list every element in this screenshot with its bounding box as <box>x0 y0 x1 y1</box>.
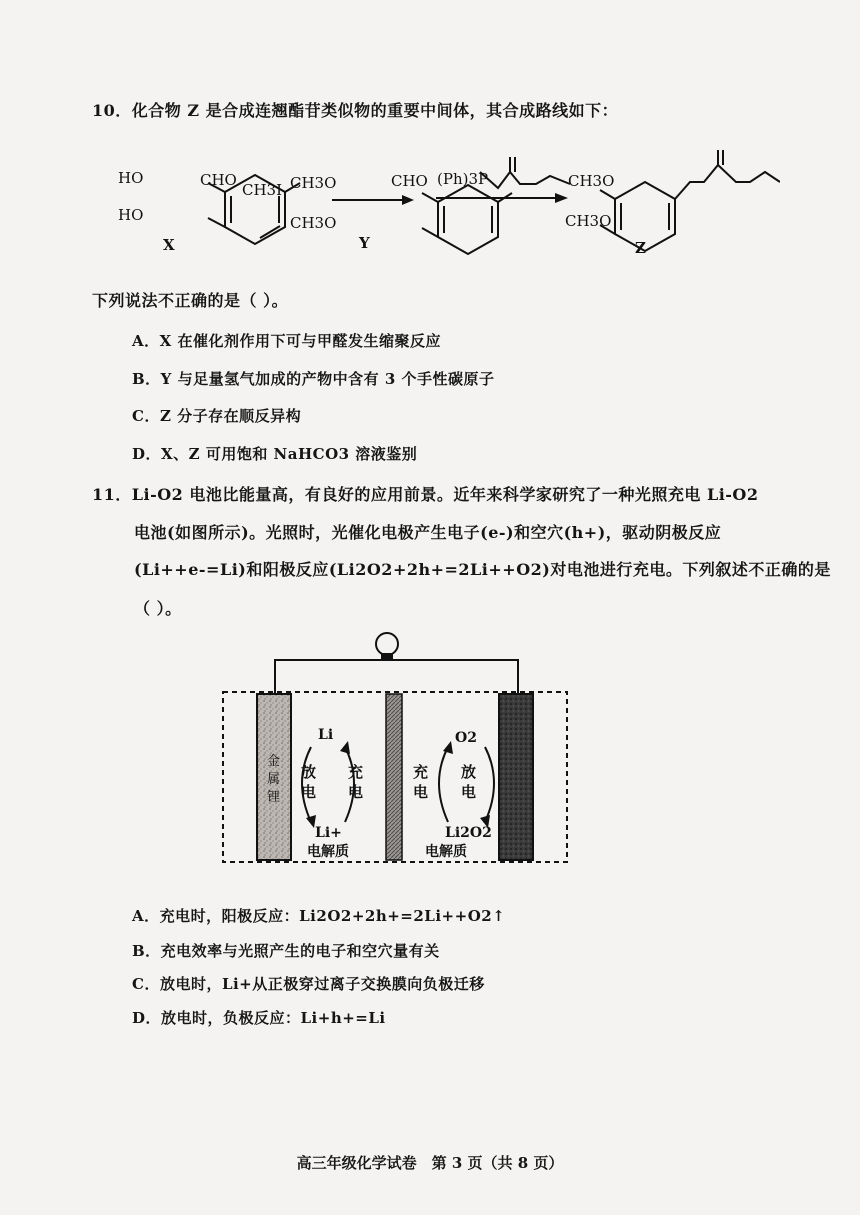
q11-option-a: A．充电时，阳极反应：Li2O2+2h+=2Li++O2↑ <box>132 907 506 925</box>
q11-stem-line-4: （ ）。 <box>134 599 182 618</box>
q10-synthesis-scheme <box>100 140 780 270</box>
right-top-species: O2 <box>455 730 477 746</box>
photocatalytic-electrode <box>499 694 533 860</box>
y-benzene-ring <box>438 185 498 254</box>
x-label: X <box>163 236 175 254</box>
q11-stem-line-3: (Li++e-=Li)和阳极反应(Li2O2+2h+=2Li++O2)对电池进行充电。下列叙述不正确的是 <box>134 560 831 579</box>
electrolyte-right-label: 电解质 <box>425 844 467 860</box>
q11-stem-line-1: 11．Li-O2 电池比能量高，有良好的应用前景。近年来科学家研究了一种光照充电 Li-O2 <box>92 485 759 504</box>
ion-exchange-membrane <box>386 694 402 860</box>
z-ch3o-top: CH3O <box>568 172 615 190</box>
battery-diagram <box>215 622 575 867</box>
rd-label-char-2: 电 <box>461 783 477 801</box>
left-top-species: Li <box>318 727 334 743</box>
bulb-base <box>381 653 393 661</box>
q11-option-b: B．充电效率与光照产生的电子和空穴量有关 <box>132 942 440 960</box>
lc-label-char-1: 充 <box>348 763 364 781</box>
z-ch3o-bottom: CH3O <box>565 212 612 230</box>
q10-option-b: B．Y 与足量氢气加成的产物中含有 3 个手性碳原子 <box>132 370 495 388</box>
page-footer: 高三年级化学试卷 第 3 页（共 8 页） <box>296 1154 564 1172</box>
x-ho-bottom: HO <box>118 206 144 224</box>
y-cho: CHO <box>391 172 428 190</box>
q10-option-a: A．X 在催化剂作用下可与甲醛发生缩聚反应 <box>132 332 442 350</box>
z-label: Z <box>635 239 646 257</box>
ld-label-char-1: 放 <box>301 763 317 781</box>
y-ch3o-top: CH3O <box>290 174 337 192</box>
left-electrode-label-1: 金属锂 <box>267 754 281 805</box>
ld-label-char-2: 电 <box>301 783 317 801</box>
q11-option-d: D．放电时，负极反应：Li+h+=Li <box>132 1009 386 1027</box>
y-ch3o-bottom: CH3O <box>290 214 337 232</box>
x-cho: CHO <box>200 171 237 189</box>
rc-label-char-1: 充 <box>413 763 429 781</box>
reaction-arrow-2-head <box>555 193 568 203</box>
q10-stem: 10．化合物 Z 是合成连翘酯苷类似物的重要中间体，其合成路线如下： <box>92 101 619 120</box>
electrolyte-left-label: 电解质 <box>307 844 349 860</box>
reagent-ch3i: CH3I <box>242 181 283 199</box>
left-bottom-species: Li+ <box>315 825 342 841</box>
q10-question: 下列说法不正确的是（ ）。 <box>92 291 289 310</box>
q11-option-c: C．放电时，Li+从正极穿过离子交换膜向负极迁移 <box>132 975 485 993</box>
light-bulb-icon <box>376 633 398 655</box>
x-ho-top: HO <box>118 169 144 187</box>
external-wire <box>275 660 518 694</box>
rc-label-char-2: 电 <box>413 783 429 801</box>
right-charge-arrow <box>439 747 448 822</box>
right-discharge-arrow <box>485 747 494 822</box>
lc-label-char-2: 电 <box>348 783 364 801</box>
q10-option-d: D．X、Z 可用饱和 NaHCO3 溶液鉴别 <box>132 445 418 463</box>
reaction-arrow-1-head <box>402 195 414 205</box>
q10-option-c: C．Z 分子存在顺反异构 <box>132 407 302 425</box>
rd-label-char-1: 放 <box>461 763 477 781</box>
y-label: Y <box>359 234 370 252</box>
right-bottom-species: Li2O2 <box>445 825 492 841</box>
reagent-ph3p: (Ph)3P <box>437 170 489 188</box>
q11-stem-line-2: 电池(如图所示)。光照时，光催化电极产生电子(e-)和空穴(h+)，驱动阴极反应 <box>134 523 722 542</box>
